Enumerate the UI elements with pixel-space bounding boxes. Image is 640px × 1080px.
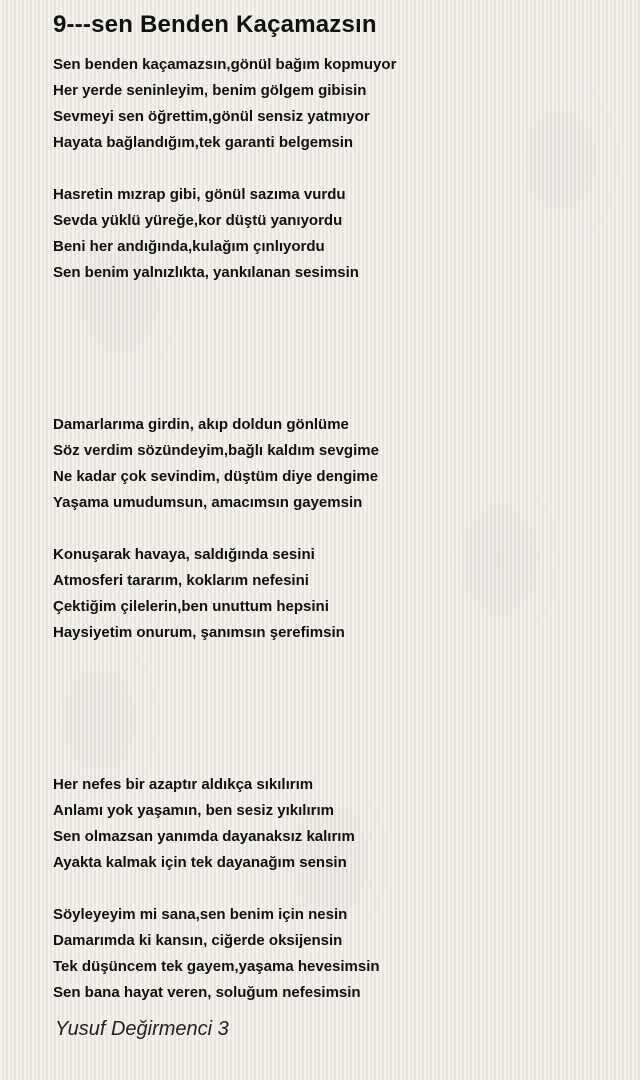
stanza-3 xyxy=(53,412,613,516)
stanza-2 xyxy=(53,182,613,286)
poem-line: Sen benim yalnızlıkta, yankılanan sesimsin xyxy=(53,264,359,281)
stanza-spacer xyxy=(53,156,613,182)
poem-line: Sen bana hayat veren, soluğum nefesimsin xyxy=(53,984,361,1001)
poem-line: Tek düşüncem tek gayem,yaşama hevesimsin xyxy=(53,958,380,975)
poem-line: Damarımda ki kansın, ciğerde oksijensin xyxy=(53,932,343,949)
poem-line: Her nefes bir azaptır aldıkça sıkılırım xyxy=(53,776,314,793)
poem-line: Hayata bağlandığım,tek garanti belgemsin xyxy=(53,134,354,151)
section-spacer xyxy=(53,286,613,412)
poem-line: Ayakta kalmak için tek dayanağım sensin xyxy=(53,854,347,871)
poem-line: Haysiyetim onurum, şanımsın şerefimsin xyxy=(53,624,345,641)
poem-line: Söyleyeyim mi sana,sen benim için nesin xyxy=(53,906,348,923)
poem-line: Damarlarıma girdin, akıp doldun gönlüme xyxy=(53,416,349,433)
poem-line: Yaşama umudumsun, amacımsın gayemsin xyxy=(53,494,363,511)
poem-line: Atmosferi tararım, koklarım nefesini xyxy=(53,572,309,589)
poem-line: Sen olmazsan yanımda dayanaksız kalırım xyxy=(53,828,355,845)
poem-line: Anlamı yok yaşamın, ben sesiz yıkılırım xyxy=(53,802,334,819)
poem-line: Her yerde seninleyim, benim gölgem gibisin xyxy=(53,82,367,99)
poem-title: 9---sen Benden Kaçamazsın xyxy=(53,11,377,38)
poem-line: Çektiğim çilelerin,ben unuttum hepsini xyxy=(53,598,329,615)
poem-line: Beni her andığında,kulağım çınlıyordu xyxy=(53,238,325,255)
poem-author: Yusuf Değirmenci 3 xyxy=(55,1018,229,1040)
poem-line: Hasretin mızrap gibi, gönül sazıma vurdu xyxy=(53,186,346,203)
poem-line: Ne kadar çok sevindim, düştüm diye dengime xyxy=(53,468,379,485)
stanza-6 xyxy=(53,902,613,1006)
poem-line: Söz verdim sözündeyim,bağlı kaldım sevgime xyxy=(53,442,379,459)
stanza-4 xyxy=(53,542,613,646)
stanza-spacer xyxy=(53,516,613,542)
stanza-spacer xyxy=(53,876,613,902)
stanza-5 xyxy=(53,772,613,876)
stanza-1 xyxy=(53,52,613,156)
poem-body xyxy=(53,52,613,1006)
poem-line: Sevda yüklü yüreğe,kor düştü yanıyordu xyxy=(53,212,343,229)
poem-line: Konuşarak havaya, saldığında sesini xyxy=(53,546,315,563)
poem-line: Sen benden kaçamazsın,gönül bağım kopmuyor xyxy=(53,56,397,73)
poem-line: Sevmeyi sen öğrettim,gönül sensiz yatmıyor xyxy=(53,108,370,125)
section-spacer xyxy=(53,646,613,772)
